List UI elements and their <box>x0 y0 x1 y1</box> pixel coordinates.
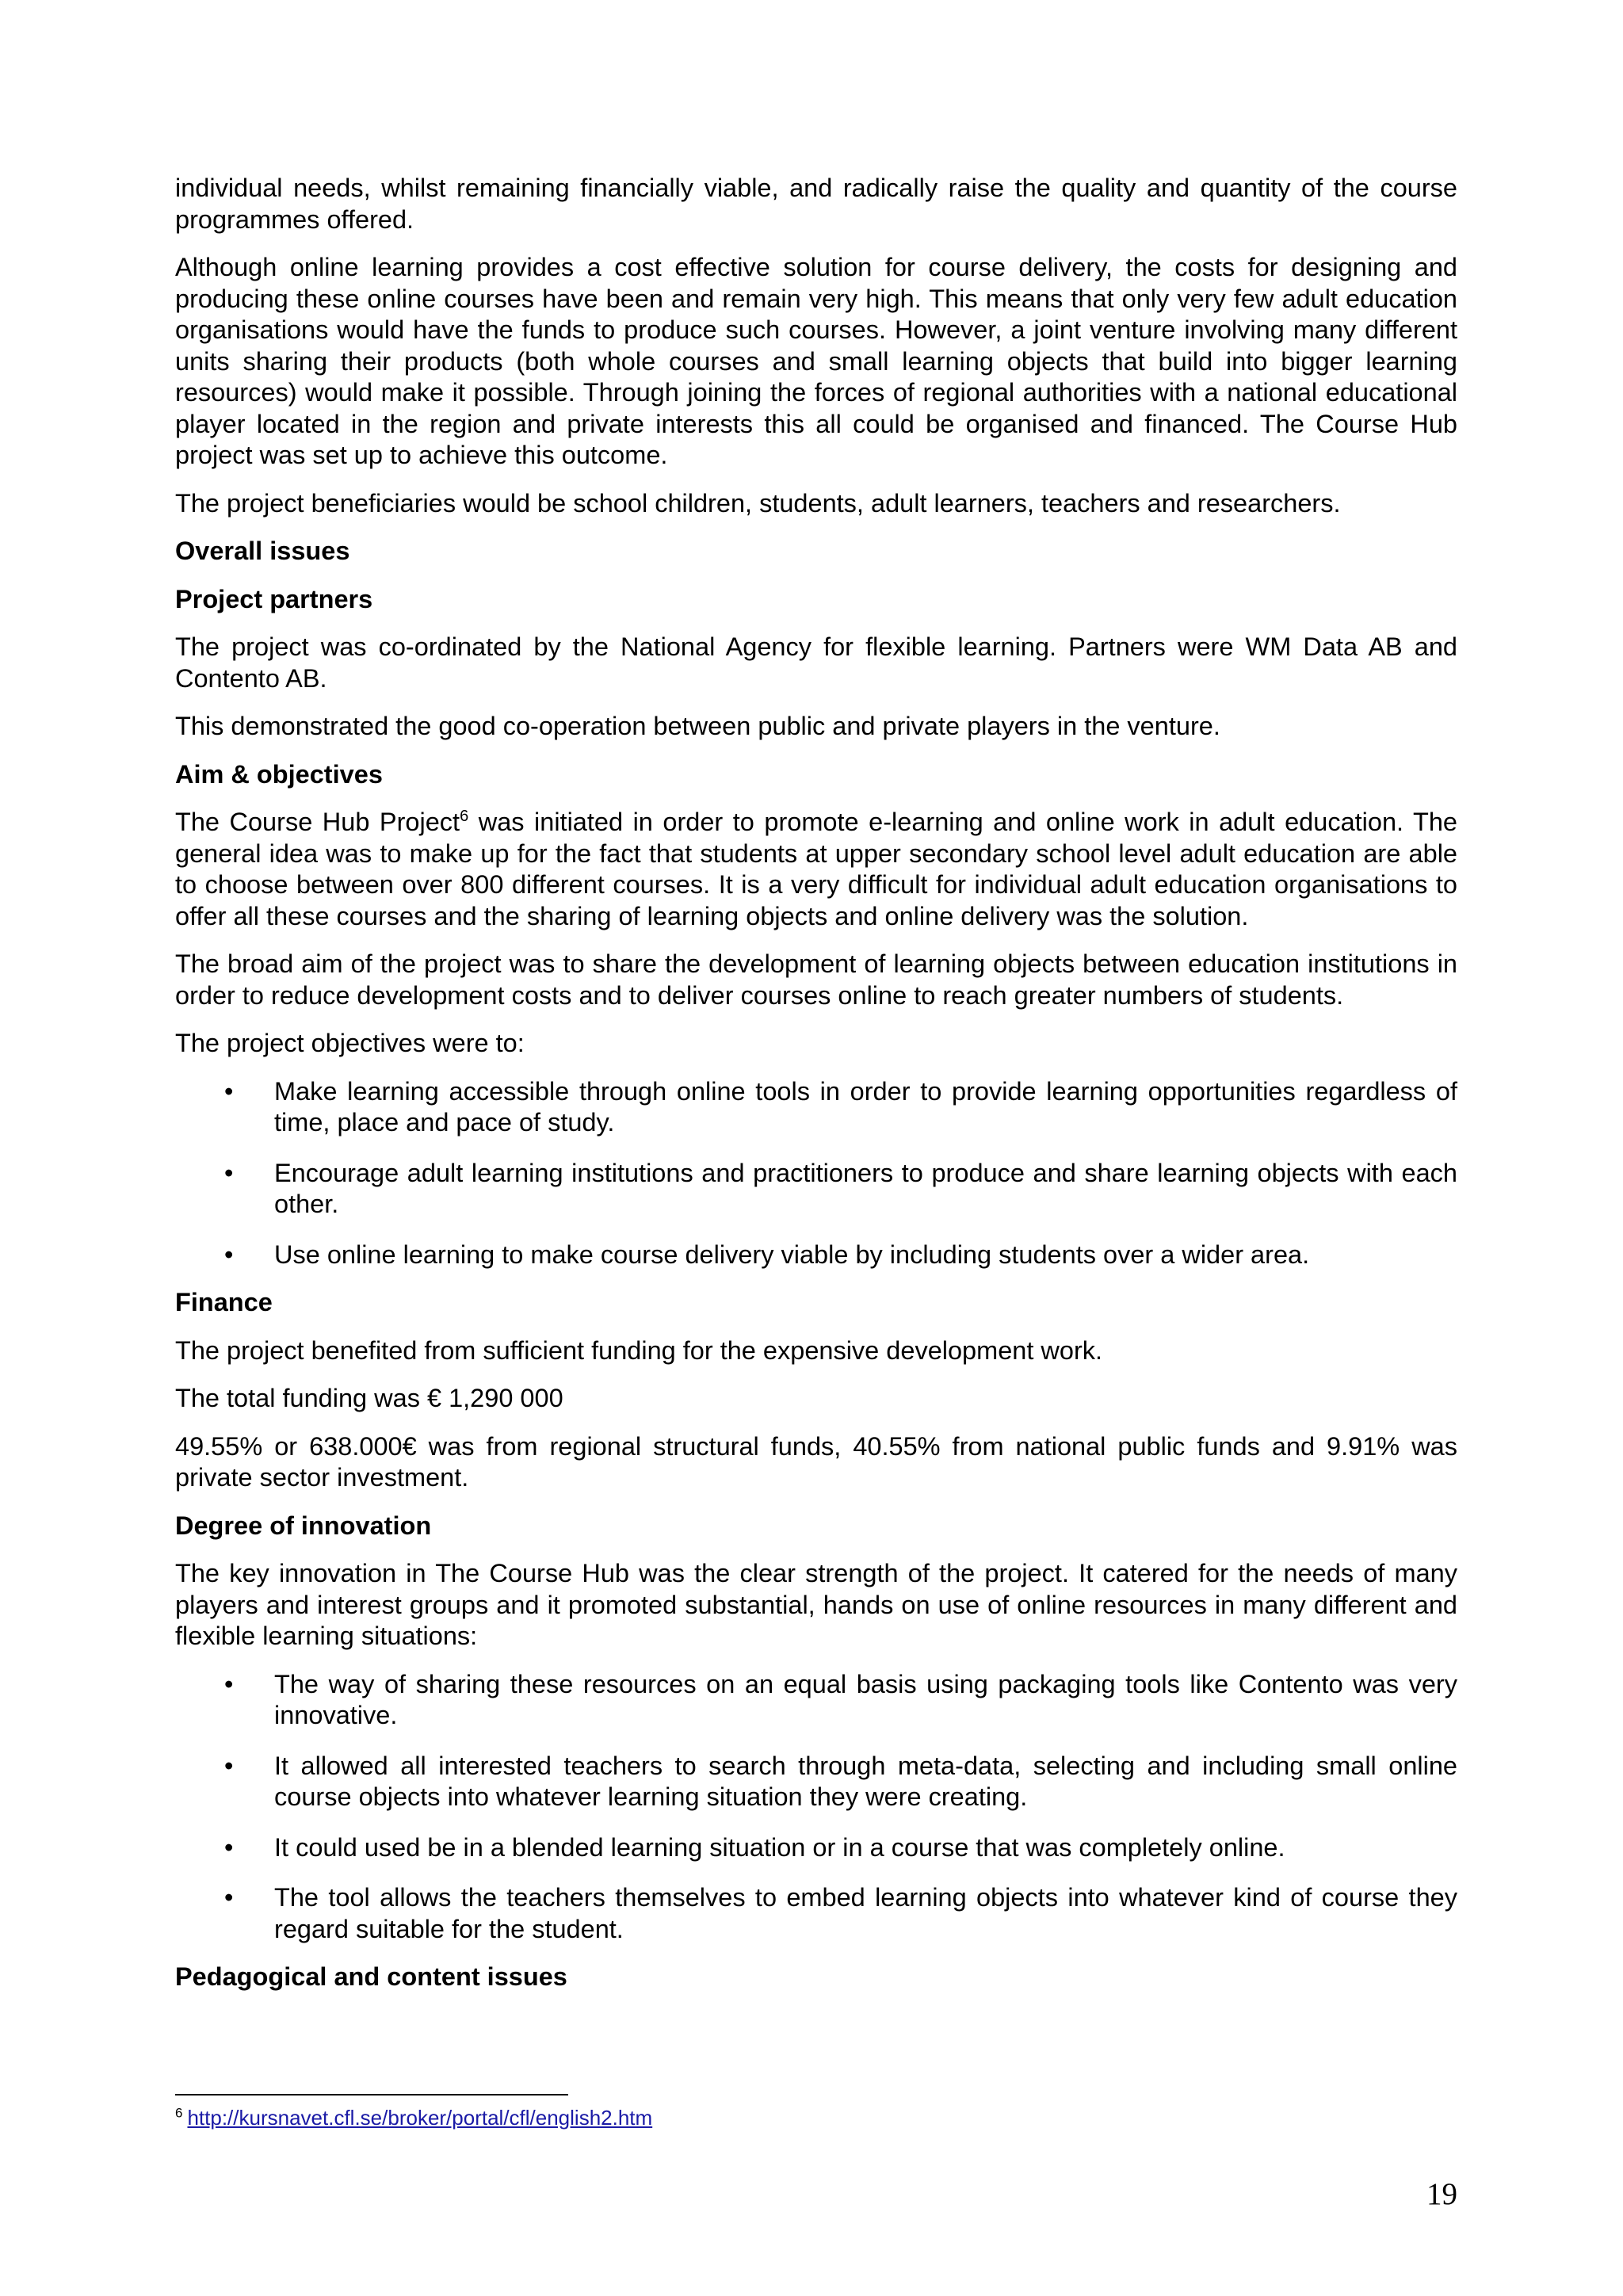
list-item <box>175 1669 1457 1732</box>
broad-aim-paragraph: The broad aim of the project was to share the development of learning objects between education institutions in order to reduce development costs and to deliver courses online to reach greater numbers of students. <box>175 949 1457 1010</box>
bullet-icon: • <box>224 1669 234 1698</box>
bullet-icon: • <box>224 1883 234 1912</box>
page-number: 19 <box>1426 2177 1457 2211</box>
funding-breakdown-paragraph: 49.55% or 638.000€ was from regional structural funds, 40.55% from national public funds and 9.91% was private sector investment. <box>175 1431 1457 1492</box>
bullet-icon: • <box>224 1240 234 1269</box>
list-item <box>175 1158 1457 1221</box>
heading-overall-issues: Overall issues <box>175 537 350 565</box>
heading-degree-of-innovation: Degree of innovation <box>175 1511 432 1540</box>
list-item <box>175 1751 1457 1813</box>
list-item-text: Use online learning to make course delivery viable by including students over a wider area. <box>274 1240 1310 1269</box>
footnote-divider <box>175 2094 568 2095</box>
objectives-intro: The project objectives were to: <box>175 1029 525 1057</box>
heading-finance: Finance <box>175 1288 273 1316</box>
course-hub-text-end: was initiated in order to promote e-learning and online work in adult education. The general idea was to make up for the fact that students at upper secondary school level adult education are able to choose between over 800 different courses. It is a very difficult for individual adult education organisations to offer all these courses and the sharing of learning objects and online delivery was the solution. <box>175 808 1457 930</box>
course-hub-paragraph <box>175 807 1457 932</box>
cooperation-paragraph: This demonstrated the good co-operation between public and private players in the venture. <box>175 712 1220 740</box>
list-item-text: It could used be in a blended learning situation or in a course that was completely online. <box>274 1832 1285 1862</box>
body-text <box>175 173 1457 2010</box>
intro-paragraph-continued: individual needs, whilst remaining financially viable, and radically raise the quality and quantity of the course programmes offered. <box>175 174 1457 234</box>
innovation-paragraph: The key innovation in The Course Hub was the clear strength of the project. It catered for the needs of many players and interest groups and it promoted substantial, hands on use of online resources in many different and flexible learning situations: <box>175 1559 1457 1650</box>
heading-aim-objectives: Aim & objectives <box>175 759 383 789</box>
bullet-icon: • <box>224 1158 234 1187</box>
funding-paragraph: The project benefited from sufficient funding for the expensive development work. <box>175 1335 1103 1365</box>
footnote <box>175 2105 652 2130</box>
list-item-text: The tool allows the teachers themselves to embed learning objects into whatever kind of course they regard suitable for the student. <box>274 1883 1457 1943</box>
list-item <box>175 1240 1457 1271</box>
bullet-icon: • <box>224 1076 234 1106</box>
heading-project-partners: Project partners <box>175 584 373 613</box>
innovations-list <box>175 1669 1457 1946</box>
list-item <box>175 1882 1457 1945</box>
footnote-link[interactable]: http://kursnavet.cfl.se/broker/portal/cfl/english2.htm <box>187 2106 653 2130</box>
course-hub-text-start: The Course Hub Project <box>175 808 460 836</box>
bullet-icon: • <box>224 1832 234 1862</box>
online-learning-cost-paragraph: Although online learning provides a cost effective solution for course delivery, the costs for designing and producing these online courses have been and remain very high. This means that only very few adult education organisations would have the funds to produce such courses. However, a joint venture involving many different units sharing their products (both whole courses and small learning objects that build into bigger learning resources) would make it possible. Through joining the forces of regional authorities with a national educational player located in the region and private interests this all could be organised and financed. The Course Hub project was set up to achieve this outcome. <box>175 253 1457 469</box>
footnote-reference[interactable]: 6 <box>460 808 469 826</box>
total-funding-paragraph: The total funding was € 1,290 000 <box>175 1384 563 1412</box>
beneficiaries-paragraph: The project beneficiaries would be school children, students, adult learners, teachers and researchers. <box>175 488 1341 518</box>
footnote-number: 6 <box>175 2105 183 2121</box>
list-item <box>175 1832 1457 1864</box>
list-item-text: It allowed all interested teachers to search through meta-data, selecting and including small online course objects into whatever learning situation they were creating. <box>274 1751 1457 1811</box>
bullet-icon: • <box>224 1751 234 1780</box>
partners-paragraph: The project was co-ordinated by the National Agency for flexible learning. Partners were WM Data AB and Contento AB. <box>175 632 1457 693</box>
objectives-list <box>175 1076 1457 1271</box>
list-item-text: Encourage adult learning institutions and practitioners to produce and share learning objects with each other. <box>274 1158 1457 1218</box>
list-item <box>175 1076 1457 1139</box>
list-item-text: Make learning accessible through online tools in order to provide learning opportunities regardless of time, place and pace of study. <box>274 1076 1457 1137</box>
heading-pedagogical-content-issues: Pedagogical and content issues <box>175 1962 567 1991</box>
list-item-text: The way of sharing these resources on an equal basis using packaging tools like Contento was very innovative. <box>274 1669 1457 1729</box>
